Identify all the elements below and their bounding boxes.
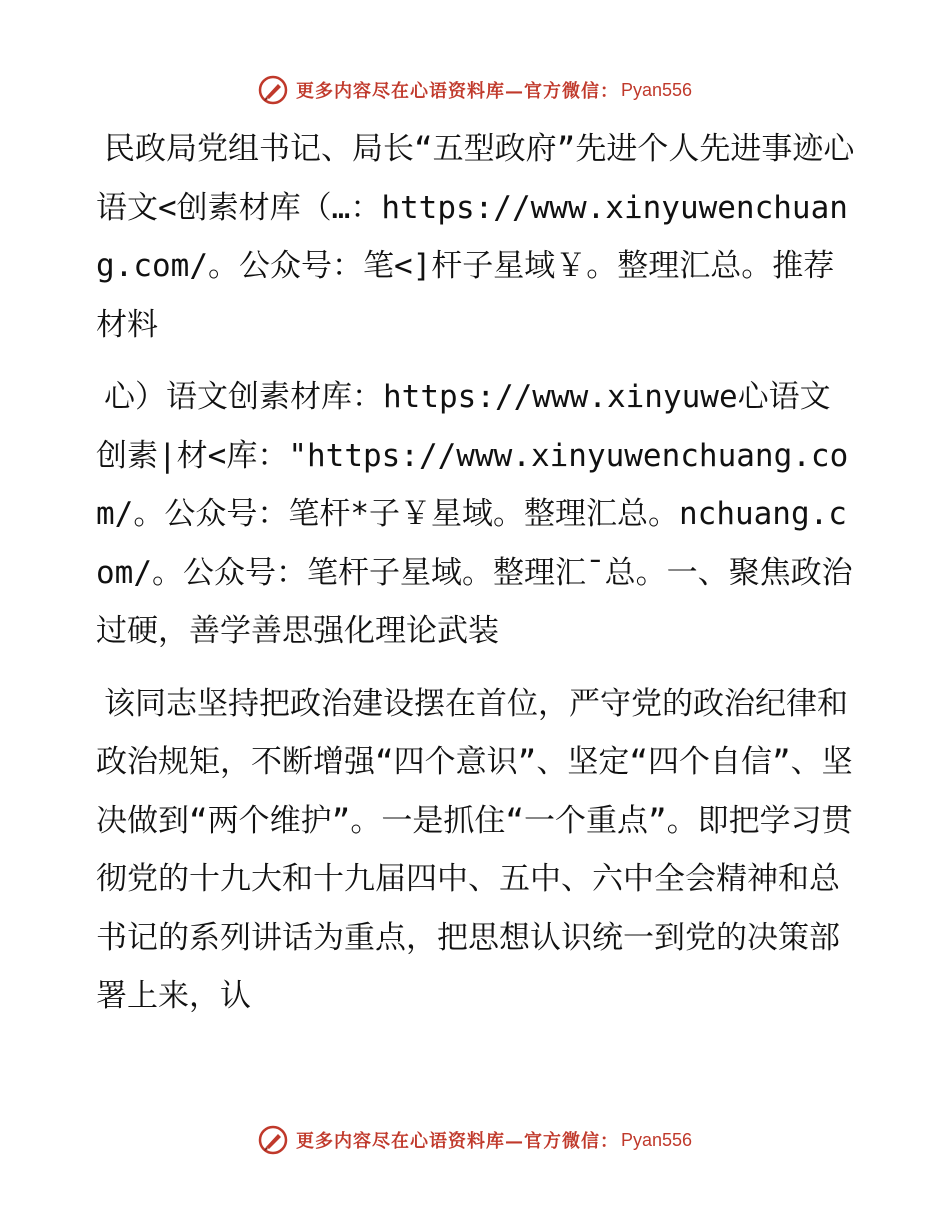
banner-text: 更多内容尽在心语资料库—官方微信： [295,1131,619,1152]
banner-text: 更多内容尽在心语资料库—官方微信： [295,81,619,102]
document-body [96,120,856,1040]
paragraph-body: 该同志坚持把政治建设摆在首位，严守党的政治纪律和政治规矩，不断增强“四个意识”、坚定“四个自信”、坚决做到“两个维护”。一是抓住“一个重点”。即把学习贯彻党的十九大和十九届四中、五中、六中全会精神和总书记的系列讲话为重点，把思想认识统一到党的决策部署上来，认 [96,685,853,1014]
pen-logo-icon [258,1125,288,1155]
banner-contact: Pyan556 [620,1129,693,1150]
header-banner [0,70,950,110]
pen-logo-icon [258,75,288,105]
paragraph-title: 民政局党组书记、局长“五型政府”先进个人先进事迹心语文<创素材库（…：https://www.xinyuwenchuang.com/。公众号：笔<]杆子星域￥。整理汇总。推荐材料 [96,131,855,343]
banner-contact: Pyan556 [620,79,693,100]
footer-banner [0,1120,950,1160]
paragraph-section-heading: 心）语文创素材库：https://www.xinyuwe心语文创素|材<库："https://www.xinyuwenchuang.com/。公众号：笔杆*子￥星域。整理汇总。nchuang.com/。公众号：笔杆子星域。整理汇¯总。一、聚焦政治过硬，善学善思强化理论武装 [96,379,853,649]
